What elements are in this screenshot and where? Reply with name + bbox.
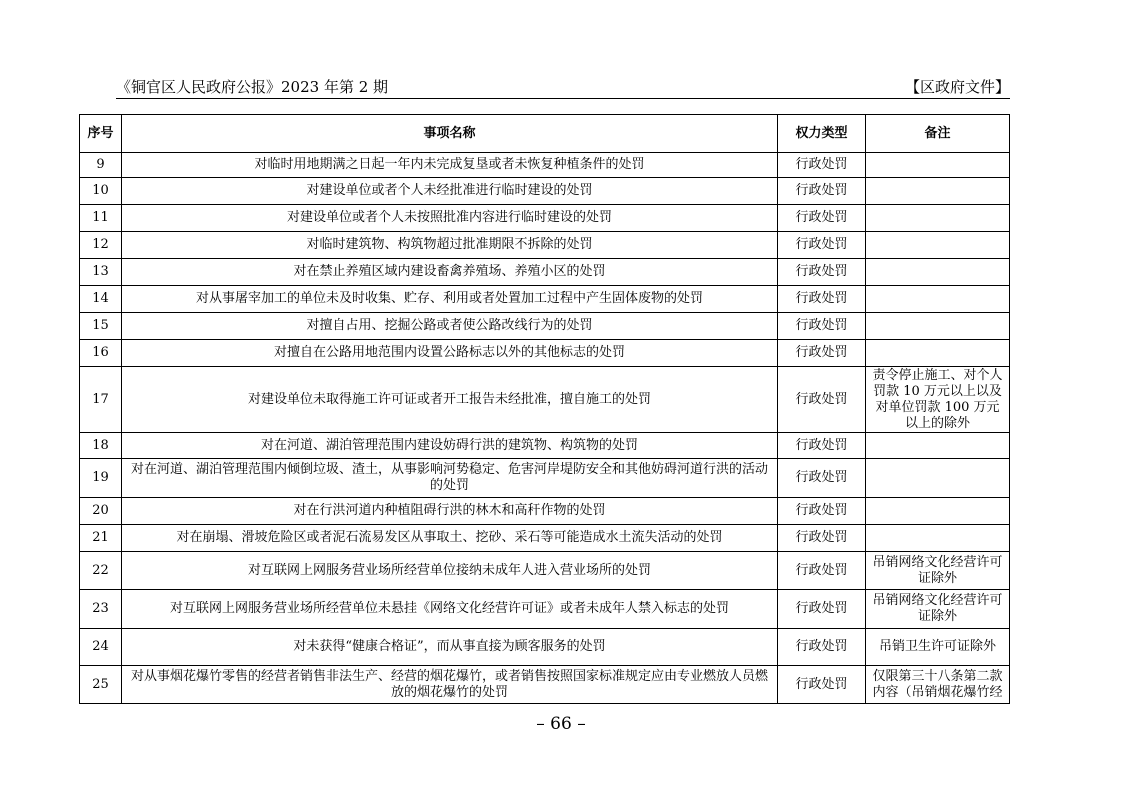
page-header	[116, 76, 1010, 98]
item-name-cell: 对在河道、湖泊管理范围内建设妨碍行洪的建筑物、构筑物的处罚	[122, 433, 778, 459]
row-number-cell: 9	[80, 153, 122, 178]
remark-cell	[866, 340, 1010, 367]
item-name-cell: 对在河道、湖泊管理范围内倾倒垃圾、渣土，从事影响河势稳定、危害河岸堤防安全和其他妨碍河道行洪的活动的处罚	[122, 459, 778, 498]
table-header-row	[80, 115, 1010, 153]
table-row	[80, 205, 1010, 232]
remark-cell	[866, 205, 1010, 232]
row-number-cell: 12	[80, 232, 122, 259]
power-type-cell: 行政处罚	[778, 178, 866, 205]
table-row	[80, 590, 1010, 629]
table-row	[80, 525, 1010, 552]
header-power-type: 权力类型	[778, 115, 866, 153]
table-row	[80, 178, 1010, 205]
row-number-cell: 16	[80, 340, 122, 367]
item-name-cell: 对在禁止养殖区域内建设畜禽养殖场、养殖小区的处罚	[122, 259, 778, 286]
row-number-cell: 18	[80, 433, 122, 459]
row-number-cell: 15	[80, 313, 122, 340]
item-name-cell: 对建设单位或者个人未经批准进行临时建设的处罚	[122, 178, 778, 205]
row-number-cell: 10	[80, 178, 122, 205]
item-name-cell: 对在行洪河道内种植阻碍行洪的林木和高秆作物的处罚	[122, 498, 778, 525]
header-remark: 备注	[866, 115, 1010, 153]
row-number-cell: 11	[80, 205, 122, 232]
table-row	[80, 367, 1010, 433]
power-type-cell: 行政处罚	[778, 525, 866, 552]
row-number-cell: 13	[80, 259, 122, 286]
table-row	[80, 629, 1010, 666]
remark-cell	[866, 232, 1010, 259]
power-type-cell: 行政处罚	[778, 286, 866, 313]
table-row	[80, 153, 1010, 178]
remark-cell	[866, 313, 1010, 340]
remark-cell: 吊销卫生许可证除外	[866, 629, 1010, 666]
power-type-cell: 行政处罚	[778, 205, 866, 232]
item-name-cell: 对擅自占用、挖掘公路或者使公路改线行为的处罚	[122, 313, 778, 340]
table-row	[80, 498, 1010, 525]
table-row	[80, 552, 1010, 590]
table-row	[80, 259, 1010, 286]
remark-cell	[866, 153, 1010, 178]
table-row	[80, 666, 1010, 704]
row-number-cell: 23	[80, 590, 122, 629]
power-type-cell: 行政处罚	[778, 232, 866, 259]
power-list-table	[79, 114, 1010, 704]
item-name-cell: 对互联网上网服务营业场所经营单位未悬挂《网络文化经营许可证》或者未成年人禁入标志的处罚	[122, 590, 778, 629]
remark-cell: 仅限第三十八条第二款内容（吊销烟花爆竹经	[866, 666, 1010, 704]
power-type-cell: 行政处罚	[778, 498, 866, 525]
item-name-cell: 对从事屠宰加工的单位未及时收集、贮存、利用或者处置加工过程中产生固体废物的处罚	[122, 286, 778, 313]
remark-cell	[866, 286, 1010, 313]
row-number-cell: 14	[80, 286, 122, 313]
remark-cell	[866, 459, 1010, 498]
power-type-cell: 行政处罚	[778, 629, 866, 666]
table-row	[80, 340, 1010, 367]
power-type-cell: 行政处罚	[778, 259, 866, 286]
item-name-cell: 对未获得“健康合格证”，而从事直接为顾客服务的处罚	[122, 629, 778, 666]
remark-cell: 责令停止施工、对个人罚款 10 万元以上以及对单位罚款 100 万元以上的除外	[866, 367, 1010, 433]
item-name-cell: 对擅自在公路用地范围内设置公路标志以外的其他标志的处罚	[122, 340, 778, 367]
power-type-cell: 行政处罚	[778, 153, 866, 178]
header-item-name: 事项名称	[122, 115, 778, 153]
header-rule	[116, 98, 1010, 99]
row-number-cell: 20	[80, 498, 122, 525]
row-number-cell: 17	[80, 367, 122, 433]
item-name-cell: 对在崩塌、滑坡危险区或者泥石流易发区从事取土、挖砂、采石等可能造成水土流失活动的处罚	[122, 525, 778, 552]
item-name-cell: 对互联网上网服务营业场所经营单位接纳未成年人进入营业场所的处罚	[122, 552, 778, 590]
power-type-cell: 行政处罚	[778, 590, 866, 629]
remark-cell	[866, 178, 1010, 205]
item-name-cell: 对建设单位或者个人未按照批准内容进行临时建设的处罚	[122, 205, 778, 232]
remark-cell	[866, 498, 1010, 525]
table-row	[80, 286, 1010, 313]
power-type-cell: 行政处罚	[778, 459, 866, 498]
section-label: 【区政府文件】	[904, 78, 1010, 96]
power-type-cell: 行政处罚	[778, 313, 866, 340]
remark-cell	[866, 259, 1010, 286]
header-number: 序号	[80, 115, 122, 153]
power-type-cell: 行政处罚	[778, 367, 866, 433]
table-row	[80, 459, 1010, 498]
row-number-cell: 25	[80, 666, 122, 704]
remark-cell: 吊销网络文化经营许可证除外	[866, 552, 1010, 590]
item-name-cell: 对建设单位未取得施工许可证或者开工报告未经批准，擅自施工的处罚	[122, 367, 778, 433]
table-row	[80, 313, 1010, 340]
power-type-cell: 行政处罚	[778, 552, 866, 590]
power-type-cell: 行政处罚	[778, 433, 866, 459]
remark-cell	[866, 433, 1010, 459]
power-type-cell: 行政处罚	[778, 666, 866, 704]
remark-cell	[866, 525, 1010, 552]
row-number-cell: 22	[80, 552, 122, 590]
table-row	[80, 433, 1010, 459]
table-row	[80, 232, 1010, 259]
bulletin-title: 《铜官区人民政府公报》2023 年第 2 期	[116, 78, 389, 96]
row-number-cell: 19	[80, 459, 122, 498]
row-number-cell: 21	[80, 525, 122, 552]
remark-cell: 吊销网络文化经营许可证除外	[866, 590, 1010, 629]
item-name-cell: 对临时建筑物、构筑物超过批准期限不拆除的处罚	[122, 232, 778, 259]
item-name-cell: 对临时用地期满之日起一年内未完成复垦或者未恢复种植条件的处罚	[122, 153, 778, 178]
row-number-cell: 24	[80, 629, 122, 666]
power-type-cell: 行政处罚	[778, 340, 866, 367]
item-name-cell: 对从事烟花爆竹零售的经营者销售非法生产、经营的烟花爆竹，或者销售按照国家标准规定应由专业燃放人员燃放的烟花爆竹的处罚	[122, 666, 778, 704]
page-number: – 66 –	[536, 714, 586, 734]
